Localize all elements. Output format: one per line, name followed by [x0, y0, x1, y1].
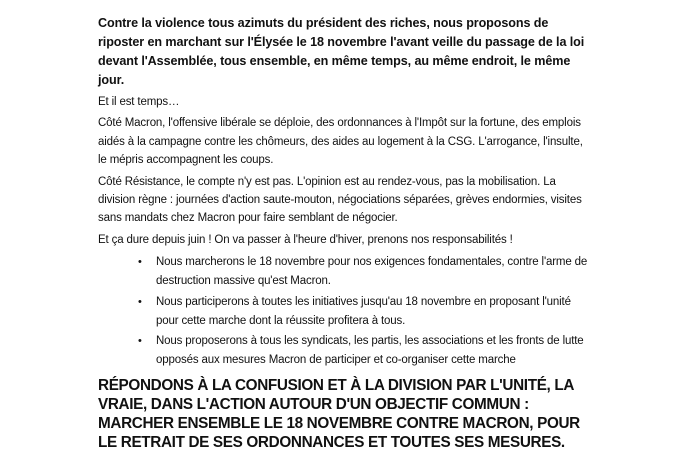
list-item-text: Nous proposerons à tous les syndicats, les partis, les associations et les fronts de lutte opposés aux mesures Macron de participer et co-organiser cette marche	[156, 335, 584, 367]
bullet-icon: •	[138, 295, 142, 308]
list-item-text: Nous participerons à toutes les initiatives jusqu'au 18 novembre en proposant l'unité pour cette marche dont la réussite profitera à tous.	[156, 295, 571, 327]
list-item-text: Nous marcherons le 18 novembre pour nos exigences fondamentales, contre l'arme de destruction massive qu'est Macron.	[156, 256, 588, 288]
paragraph-depuis-juin: Et ça dure depuis juin ! On va passer à l'heure d'hiver, prenons nos responsabilités !	[98, 233, 513, 246]
paragraph-cote-macron: Côté Macron, l'offensive libérale se déploie, des ordonnances à l'Impôt sur la fortune, des emplois aidés à la campagne contre les chômeurs, des aides au logement à la CSG. L'arrogance, l'insulte, le mépris accompagnent les coups.	[98, 117, 583, 167]
commitments-list	[98, 253, 590, 370]
bullet-icon: •	[138, 335, 142, 348]
list-item	[138, 293, 590, 331]
bullet-icon: •	[138, 256, 142, 269]
paragraph-cote-resistance: Côté Résistance, le compte n'y est pas. L'opinion est au rendez-vous, pas la mobilisation. La division règne : journées d'action saute-mouton, négociations séparées, grèves endormies, visites sans mandats chez Macron pour faire semblant de négocier.	[98, 175, 582, 225]
paragraph-il-est-temps: Et il est temps…	[98, 96, 180, 108]
intro-paragraph: Contre la violence tous azimuts du président des riches, nous proposons de riposter en marchant sur l'Élysée le 18 novembre l'avant veille du passage de la loi devant l'Assemblée, tous ensemble, en même temps, au même endroit, le même jour.	[98, 16, 585, 87]
closing-slogan: RÉPONDONS À LA CONFUSION ET À LA DIVISION PAR L'UNITÉ, LA VRAIE, DANS L'ACTION AUTOUR D'UN OBJECTIF COMMUN : MARCHER ENSEMBLE LE 18 NOVEMBRE CONTRE MACRON, POUR LE RETRAIT DE SES ORDONNANCES ET TOUTES SES MESURES.	[98, 377, 580, 451]
list-item	[138, 253, 590, 291]
list-item	[138, 332, 590, 370]
document-body	[98, 14, 590, 372]
